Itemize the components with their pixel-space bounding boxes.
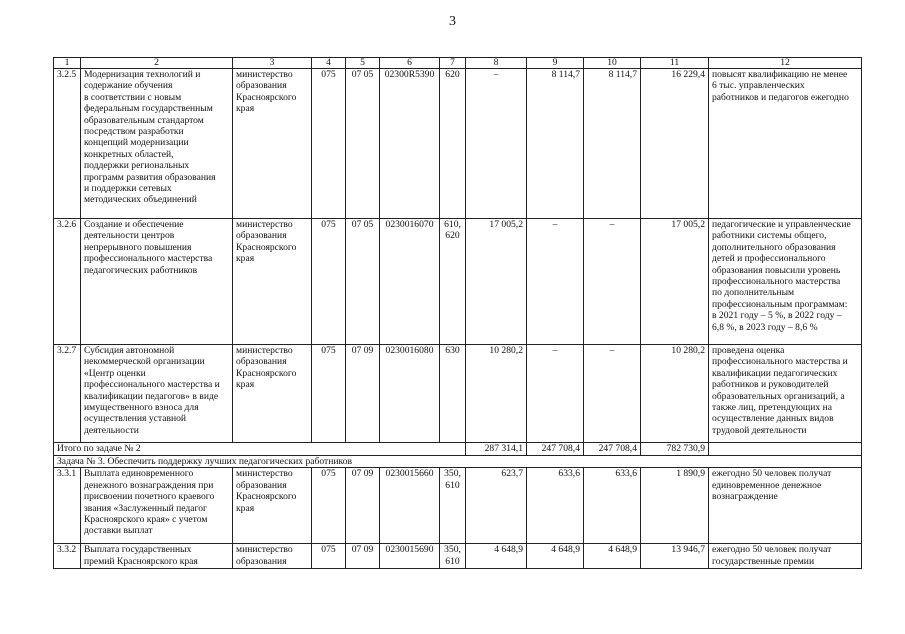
col-header: 12 bbox=[709, 58, 862, 69]
amount-total: 17 005,2 bbox=[641, 219, 709, 345]
amount-total: 10 280,2 bbox=[641, 345, 709, 443]
col-header: 6 bbox=[380, 58, 440, 69]
amount-col10: 8 114,7 bbox=[584, 69, 641, 219]
row-number: 3.2.5 bbox=[54, 69, 81, 219]
section-code: 07 09 bbox=[346, 468, 380, 544]
total-col10: 247 708,4 bbox=[584, 443, 641, 456]
table-row bbox=[54, 69, 862, 219]
col-header: 11 bbox=[641, 58, 709, 69]
activity-name: Выплата государственных премий Красноярского края bbox=[84, 544, 198, 567]
total-col8: 287 314,1 bbox=[466, 443, 527, 456]
grbs-code: 075 bbox=[312, 468, 346, 544]
amount-col8: – bbox=[466, 69, 527, 219]
target-article-code: 0230015660 bbox=[380, 468, 440, 544]
table-row bbox=[54, 345, 862, 443]
task-heading-row bbox=[54, 456, 862, 468]
amount-col8: 4 648,9 bbox=[466, 544, 527, 569]
total-col11: 782 730,9 bbox=[641, 443, 709, 456]
total-col9: 247 708,4 bbox=[527, 443, 584, 456]
target-article-code: 0230016080 bbox=[380, 345, 440, 443]
amount-col8: 623,7 bbox=[466, 468, 527, 544]
expected-result: повысят квалификацию не менее 6 тыс. управленческих работников и педагогов ежегодно bbox=[712, 69, 849, 103]
expected-result: ежегодно 50 человек получат единовременное денежное вознаграждение bbox=[712, 468, 832, 503]
responsible-ministry: министерство образования Красноярского края bbox=[236, 345, 297, 391]
section-code: 07 09 bbox=[346, 345, 380, 443]
total-empty bbox=[709, 443, 862, 456]
target-article-code: 0230016070 bbox=[380, 219, 440, 345]
target-article-code: 02300R5390 bbox=[380, 69, 440, 219]
expected-result: проведена оценка профессионального мастерства и квалификации педагогических работников и руководителей образовательных организаций, а также лиц, претендующих на осуществление данных видов трудовой деятельности bbox=[712, 345, 848, 436]
amount-col10: – bbox=[584, 345, 641, 443]
responsible-ministry: министерство образования Красноярского края bbox=[236, 69, 297, 115]
activity-name: Модернизация технологий и содержание обучения в соответствии с новым федеральным государственным образовательным стандартом посредством разработки концепций модернизации конкретных областей, поддержки региональных программ развития образования и поддержки сетевых методических объединений bbox=[84, 69, 216, 206]
responsible-ministry: министерство образования Красноярского края bbox=[236, 219, 297, 265]
grbs-code: 075 bbox=[312, 219, 346, 345]
amount-col9: 8 114,7 bbox=[527, 69, 584, 219]
grbs-code: 075 bbox=[312, 345, 346, 443]
expense-type-code: 630 bbox=[445, 345, 460, 356]
amount-col8: 17 005,2 bbox=[466, 219, 527, 345]
amount-col10: 633,6 bbox=[584, 468, 641, 544]
task-heading: Задача № 3. Обеспечить поддержку лучших педагогических работников bbox=[54, 456, 862, 468]
responsible-ministry: министерство образования Красноярского края bbox=[236, 468, 297, 514]
total-label: Итого по задаче № 2 bbox=[54, 443, 466, 456]
task-total-row bbox=[54, 443, 862, 456]
col-header: 9 bbox=[527, 58, 584, 69]
amount-col9: – bbox=[527, 345, 584, 443]
expense-type-code: 610, 620 bbox=[444, 219, 461, 242]
grbs-code: 075 bbox=[312, 544, 346, 569]
col-header: 5 bbox=[346, 58, 380, 69]
col-header: 7 bbox=[440, 58, 466, 69]
expected-result: педагогические и управленческие работники системы общего, дополнительного образования детей и профессионального образования повысили уровень профессионального мастерства по дополнительным профессиональным программам: в 2021 году – 5 %, в 2022 году – 6,8 %, в 2023 году – 8,6 % bbox=[712, 219, 851, 333]
col-header: 8 bbox=[466, 58, 527, 69]
col-header: 2 bbox=[81, 58, 233, 69]
row-number: 3.2.7 bbox=[54, 345, 81, 443]
expense-type-code: 350, 610 bbox=[444, 468, 461, 491]
expense-type-code: 620 bbox=[445, 69, 460, 80]
expense-type-code: 350, 610 bbox=[444, 544, 461, 567]
amount-total: 1 890,9 bbox=[641, 468, 709, 544]
amount-col9: 633,6 bbox=[527, 468, 584, 544]
table-row bbox=[54, 544, 862, 569]
amount-col9: 4 648,9 bbox=[527, 544, 584, 569]
amount-col8: 10 280,2 bbox=[466, 345, 527, 443]
program-activities-table bbox=[53, 57, 862, 569]
activity-name: Субсидия автономной некоммерческой организации «Центр оценки профессионального мастерства и квалификации педагогов» в виде имущественного взноса для осуществления уставной деятельности bbox=[84, 345, 220, 436]
table-row bbox=[54, 219, 862, 345]
activity-name: Выплата единовременного денежного вознаграждения при присвоении почетного краевого звания «Заслуженный педагог Красноярского края» с учетом доставки выплат bbox=[84, 468, 215, 537]
column-number-row bbox=[54, 58, 862, 69]
amount-col10: 4 648,9 bbox=[584, 544, 641, 569]
col-header: 3 bbox=[233, 58, 312, 69]
amount-col10: – bbox=[584, 219, 641, 345]
responsible-ministry: министерство образования bbox=[236, 544, 293, 567]
page-number: 3 bbox=[449, 14, 456, 29]
col-header: 4 bbox=[312, 58, 346, 69]
table-row bbox=[54, 468, 862, 544]
col-header: 10 bbox=[584, 58, 641, 69]
activity-name: Создание и обеспечение деятельности центров непрерывного повышения профессионального мастерства педагогических работников bbox=[84, 219, 213, 276]
section-code: 07 05 bbox=[346, 219, 380, 345]
section-code: 07 05 bbox=[346, 69, 380, 219]
expected-result: ежегодно 50 человек получат государственные премии bbox=[712, 544, 832, 567]
row-number: 3.3.1 bbox=[54, 468, 81, 544]
target-article-code: 0230015690 bbox=[380, 544, 440, 569]
section-code: 07 09 bbox=[346, 544, 380, 569]
amount-col9: – bbox=[527, 219, 584, 345]
row-number: 3.2.6 bbox=[54, 219, 81, 345]
amount-total: 16 229,4 bbox=[641, 69, 709, 219]
amount-total: 13 946,7 bbox=[641, 544, 709, 569]
col-header: 1 bbox=[54, 58, 81, 69]
grbs-code: 075 bbox=[312, 69, 346, 219]
row-number: 3.3.2 bbox=[54, 544, 81, 569]
